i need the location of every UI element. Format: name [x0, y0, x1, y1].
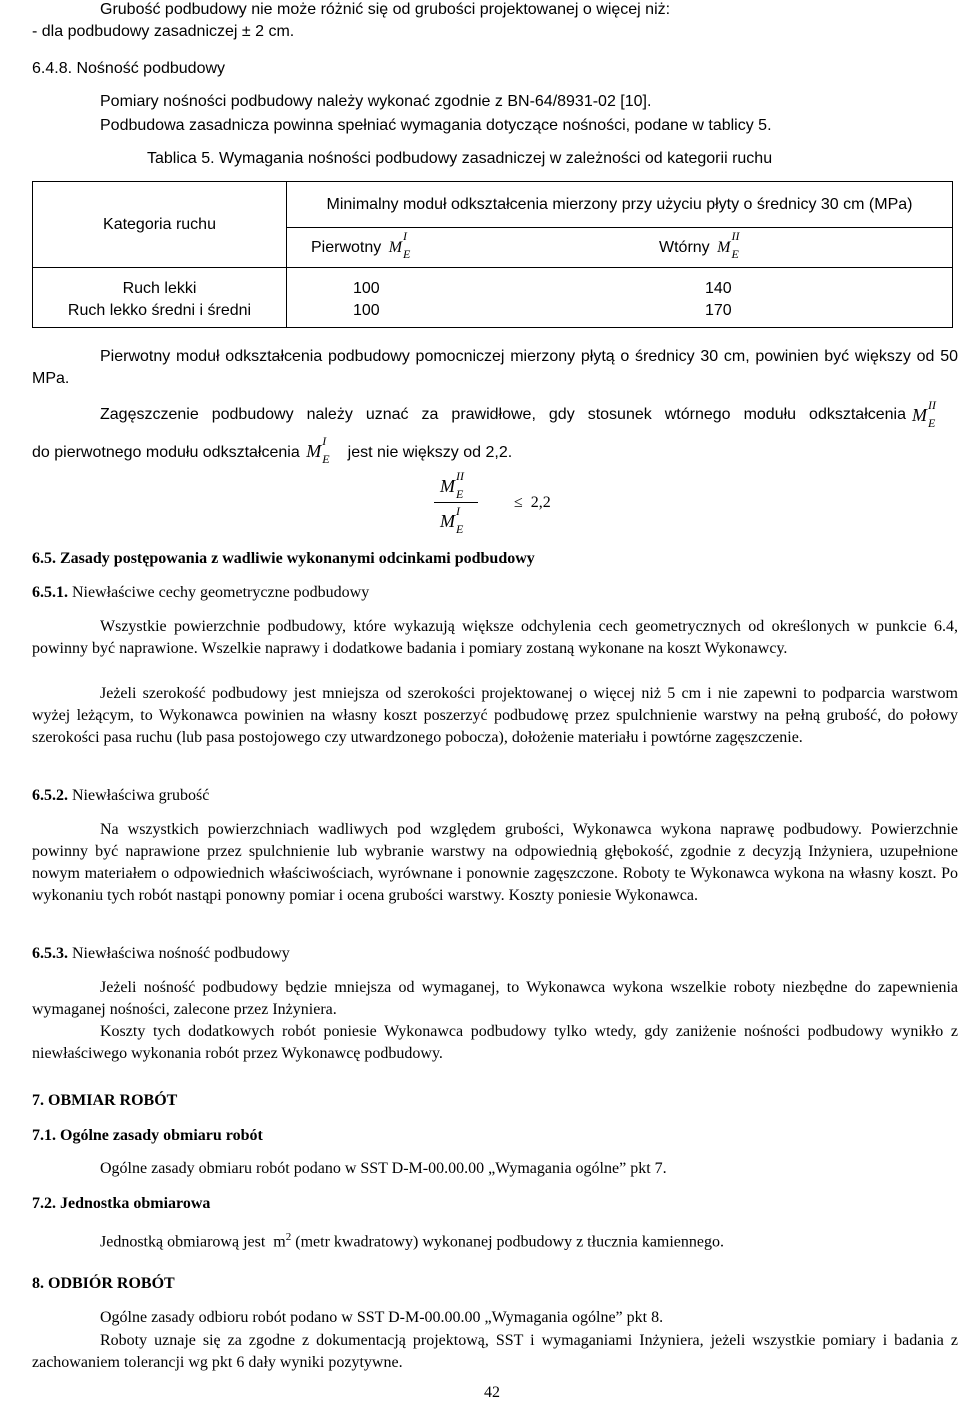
page-number: 42 — [484, 1384, 500, 1401]
table-caption: Tablica 5. Wymagania nośności podbudowy zasadniczej w zależności od kategorii ruchu — [147, 150, 773, 167]
table-row — [33, 268, 953, 302]
section-heading: 6.4.8. Nośność podbudowy — [32, 60, 226, 77]
formula-numerator: M II E — [440, 469, 464, 501]
text-line: Ogólne zasady obmiaru robót podano w SST D-M-00.00.00 „Wymagania ogólne” pkt 7. — [100, 1160, 667, 1177]
paragraph: Jeżeli szerokość podbudowy jest mniejsza od szerokości projektowanej o więcej niż 5 cm i nie zapewni to podparcia warstwom wyżej leżącym, to Wykonawca powinien na własny koszt poszerzyć podbudowę przez spulchnienie warstwy na pełną grubość, do połowy szerokości pasa ruchu (lub pasa postojowego czy utwardzonego pobocza), dołożenie materiału i powtórne zagęszczenie. — [32, 685, 958, 746]
header-secondary — [455, 228, 953, 268]
text-line: Jednostką obmiarową jest $m^2$ (metr kwadratowy) wykonanej podbudowy z tłucznia kamiennego. — [100, 1231, 725, 1251]
section-heading: 7.2. Jednostka obmiarowa — [32, 1195, 211, 1212]
paragraph: Roboty uznaje się za zgodne z dokumentacją projektową, SST i wymaganiami Inżyniera, jeżeli wszystkie pomiary i badania z zachowaniem tolerancji wg pkt 6 dały wyniki pozytywne. — [32, 1332, 958, 1371]
header-category: Kategoria ruchu — [33, 182, 287, 268]
table-row — [33, 302, 953, 328]
header-primary — [287, 228, 456, 268]
formula-denominator: M I E — [440, 504, 464, 536]
section-heading: 6.5. Zasady postępowania z wadliwie wykonanymi odcinkami podbudowy — [32, 550, 535, 567]
subsection-heading: 6.5.3. Niewłaściwa nośność podbudowy — [32, 945, 290, 962]
cell-category: Ruch lekko średni i średni — [33, 302, 287, 328]
cell-category: Ruch lekki — [33, 268, 287, 302]
paragraph: Wszystkie powierzchnie podbudowy, które wykazują większe odchylenia cech geometrycznych od określonych w punkcie 6.4, powinny być naprawione. Wszelkie naprawy i dodatkowe badania i pomiary zostaną wykonane na koszt Wykonawcy. — [32, 618, 958, 657]
symbol-m-e-i: M I E — [306, 434, 330, 466]
chapter-heading: 7. OBMIAR ROBÓT — [32, 1092, 178, 1109]
cell-secondary: 170 — [455, 302, 953, 328]
cell-primary: 100 — [287, 268, 456, 302]
cell-secondary: 140 — [455, 268, 953, 302]
section-heading: 7.1. Ogólne zasady obmiaru robót — [32, 1127, 263, 1144]
subsection-heading: 6.5.2. Niewłaściwa grubość — [32, 787, 210, 804]
text-line: Podbudowa zasadnicza powinna spełniać wymagania dotyczące nośności, podane w tablicy 5. — [100, 117, 772, 134]
text-line: do pierwotnego modułu odkształcenia M I E jest nie większy od 2,2. — [32, 434, 513, 466]
header-primary-label: Pierwotny — [311, 238, 382, 256]
symbol-m-e-ii: M II E — [912, 398, 936, 430]
paragraph: Koszty tych dodatkowych robót poniesie Wykonawca podbudowy tylko wtedy, gdy zaniżenie nośności podbudowy wynikło z niewłaściwego wykonania robót przez Wykonawcę podbudowy. — [32, 1023, 958, 1062]
symbol-m-e-ii: M II E — [717, 228, 740, 261]
paragraph: Jeżeli nośność podbudowy będzie mniejsza od wymaganej, to Wykonawca wykona wszelkie roboty niezbędne do zapewnienia wymaganej nośności, zalecone przez Inżyniera. — [32, 979, 958, 1018]
formula-relation: ≤ 2,2 — [514, 494, 551, 511]
header-modulus: Minimalny moduł odkształcenia mierzony przy użyciu płyty o średnicy 30 cm (MPa) — [287, 182, 953, 228]
subsection-heading: 6.5.1. Niewłaściwe cechy geometryczne podbudowy — [32, 584, 370, 601]
paragraph: Na wszystkich powierzchniach wadliwych pod względem grubości, Wykonawca wykona naprawę podbudowy. Powierzchnie powinny być naprawione przez spulchnienie lub wybranie warstwy na odpowiednią głębokość, zgodnie z decyzją Inżyniera, uzupełnione nowym materiałem o odpowiednich właściwościach, wyrównane i ponownie zagęszczone. Roboty te Wykonawca wykona na własny koszt. Po wykonaniu tych robót nastąpi ponowny pomiar i ocena grubości warstwy. Koszty poniesie Wykonawca. — [32, 821, 958, 904]
chapter-heading: 8. ODBIÓR ROBÓT — [32, 1275, 175, 1292]
text-line: Grubość podbudowy nie może różnić się od grubości projektowanej o więcej niż: — [100, 1, 671, 18]
text-line: - dla podbudowy zasadniczej ± 2 cm. — [32, 23, 295, 40]
cell-primary: 100 — [287, 302, 456, 328]
table-5 — [32, 181, 953, 328]
header-secondary-label: Wtórny — [659, 238, 710, 256]
text-line: Zagęszczenie podbudowy należy uznać za prawidłowe, gdy stosunek wtórnego modułu odkształcenia — [100, 406, 906, 423]
text-line: Ogólne zasady odbioru robót podano w SST D-M-00.00.00 „Wymagania ogólne” pkt 8. — [100, 1309, 664, 1326]
symbol-m-e-i: M I E — [388, 228, 411, 261]
text-line: Pomiary nośności podbudowy należy wykonać zgodnie z BN-64/8931-02 [10]. — [100, 93, 652, 110]
paragraph: Pierwotny moduł odkształcenia podbudowy pomocniczej mierzony płytą o średnicy 30 cm, powinien być większy od 50 MPa. — [32, 348, 958, 387]
